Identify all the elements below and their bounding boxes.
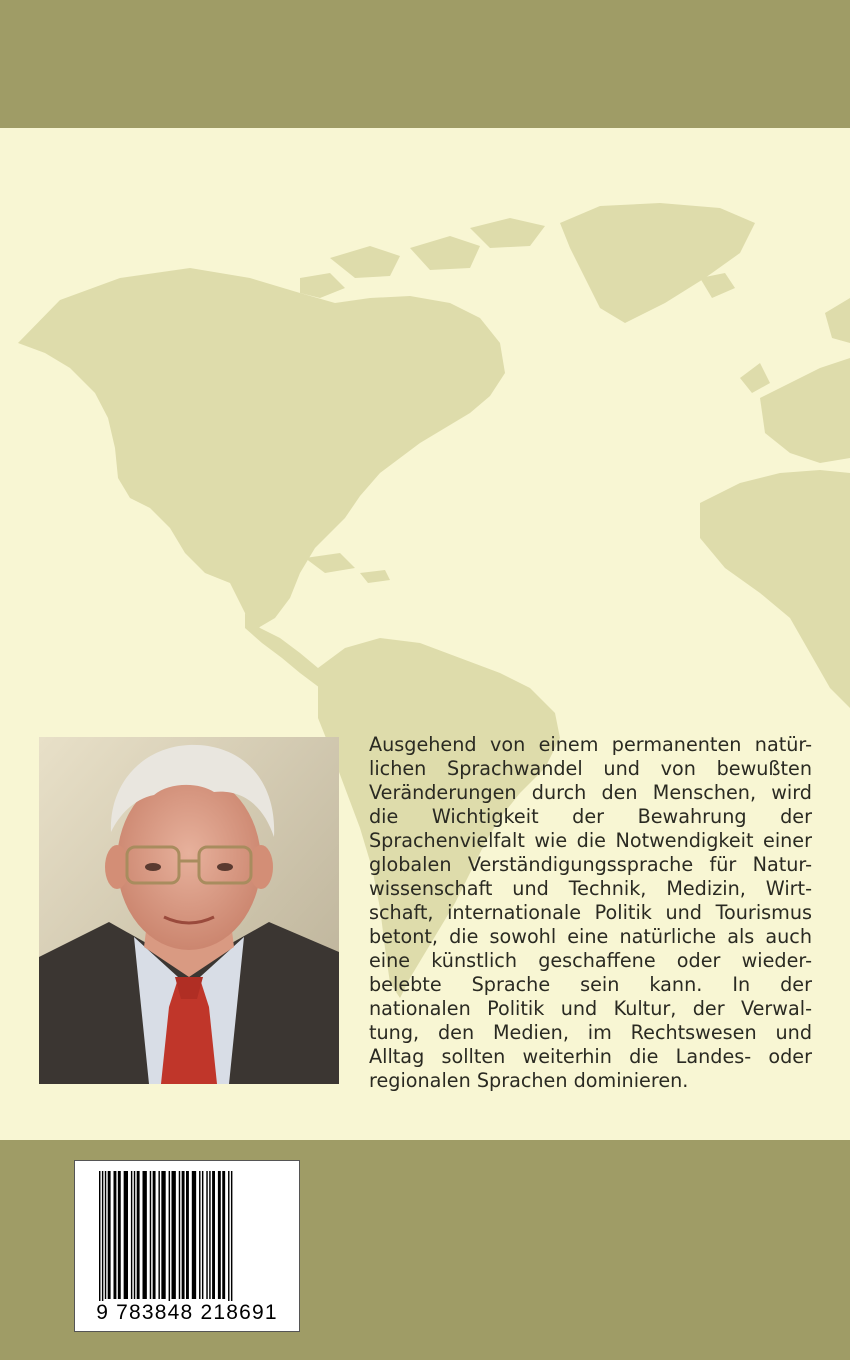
barcode-bar <box>186 1171 189 1299</box>
isbn-barcode <box>74 1160 300 1332</box>
isbn-number: 9 783848 218691 <box>96 1301 278 1324</box>
author-photo <box>39 737 339 1084</box>
blurb-line: schaft, internationale Politik und Tourismus <box>369 901 812 924</box>
barcode-bar <box>228 1171 229 1301</box>
barcode-bar <box>108 1171 111 1299</box>
blurb-line: Sprachenvielfalt wie die Notwendigkeit einer <box>369 829 812 852</box>
blurb-line: Ausgehend von einem permanenten natür- <box>369 733 812 756</box>
blurb-line: Alltag sollten weiterhin die Landes- oder <box>369 1045 812 1068</box>
back-cover-blurb <box>369 733 812 1093</box>
barcode-bar <box>134 1171 135 1299</box>
blurb-line: betont, die sowohl eine natürliche als auch <box>369 925 812 948</box>
barcode-bar <box>137 1171 140 1299</box>
barcode-bar <box>99 1171 100 1301</box>
blurb-line: globalen Verständigungssprache für Natur- <box>369 853 812 876</box>
barcode-bar <box>161 1171 165 1299</box>
barcode-bars <box>75 1161 299 1301</box>
barcode-bar <box>105 1171 106 1299</box>
barcode-bar <box>143 1171 147 1299</box>
blurb-line: eine künstlich geschaffene oder wieder- <box>369 949 812 972</box>
barcode-bar <box>158 1171 159 1299</box>
barcode-bar <box>192 1171 196 1299</box>
blurb-line: lichen Sprachwandel und von bewußten <box>369 757 812 780</box>
blurb-line: nationalen Politik und Kultur, der Verwal- <box>369 997 812 1020</box>
barcode-bar <box>222 1171 225 1299</box>
barcode-bar <box>153 1171 156 1299</box>
barcode-bar <box>124 1171 128 1299</box>
author-portrait-illustration <box>39 737 339 1084</box>
top-band <box>0 0 850 128</box>
blurb-line: belebte Sprache sein kann. In der <box>369 973 812 996</box>
blurb-line: tung, den Medien, im Rechtswesen und <box>369 1021 812 1044</box>
barcode-bar <box>169 1171 170 1301</box>
barcode-bar <box>231 1171 232 1301</box>
barcode-bar <box>150 1171 151 1299</box>
barcode-bar <box>202 1171 203 1299</box>
barcode-bar <box>209 1171 210 1299</box>
barcode-bar <box>218 1171 221 1299</box>
barcode-bar <box>114 1171 117 1299</box>
blurb-line: Veränderungen durch den Menschen, wird <box>369 781 812 804</box>
barcode-bar <box>118 1171 121 1299</box>
blurb-line: wissenschaft und Technik, Medizin, Wirt- <box>369 877 812 900</box>
barcode-bar <box>212 1171 215 1299</box>
blurb-line: die Wichtigkeit der Bewahrung der <box>369 805 812 828</box>
barcode-bar <box>206 1171 207 1299</box>
barcode-bar <box>172 1171 176 1299</box>
barcode-bar <box>179 1171 180 1299</box>
barcode-bar <box>131 1171 132 1299</box>
barcode-bar <box>182 1171 185 1299</box>
blurb-line: regionalen Sprachen dominieren. <box>369 1069 689 1092</box>
barcode-bar <box>102 1171 103 1301</box>
barcode-bar <box>199 1171 200 1299</box>
